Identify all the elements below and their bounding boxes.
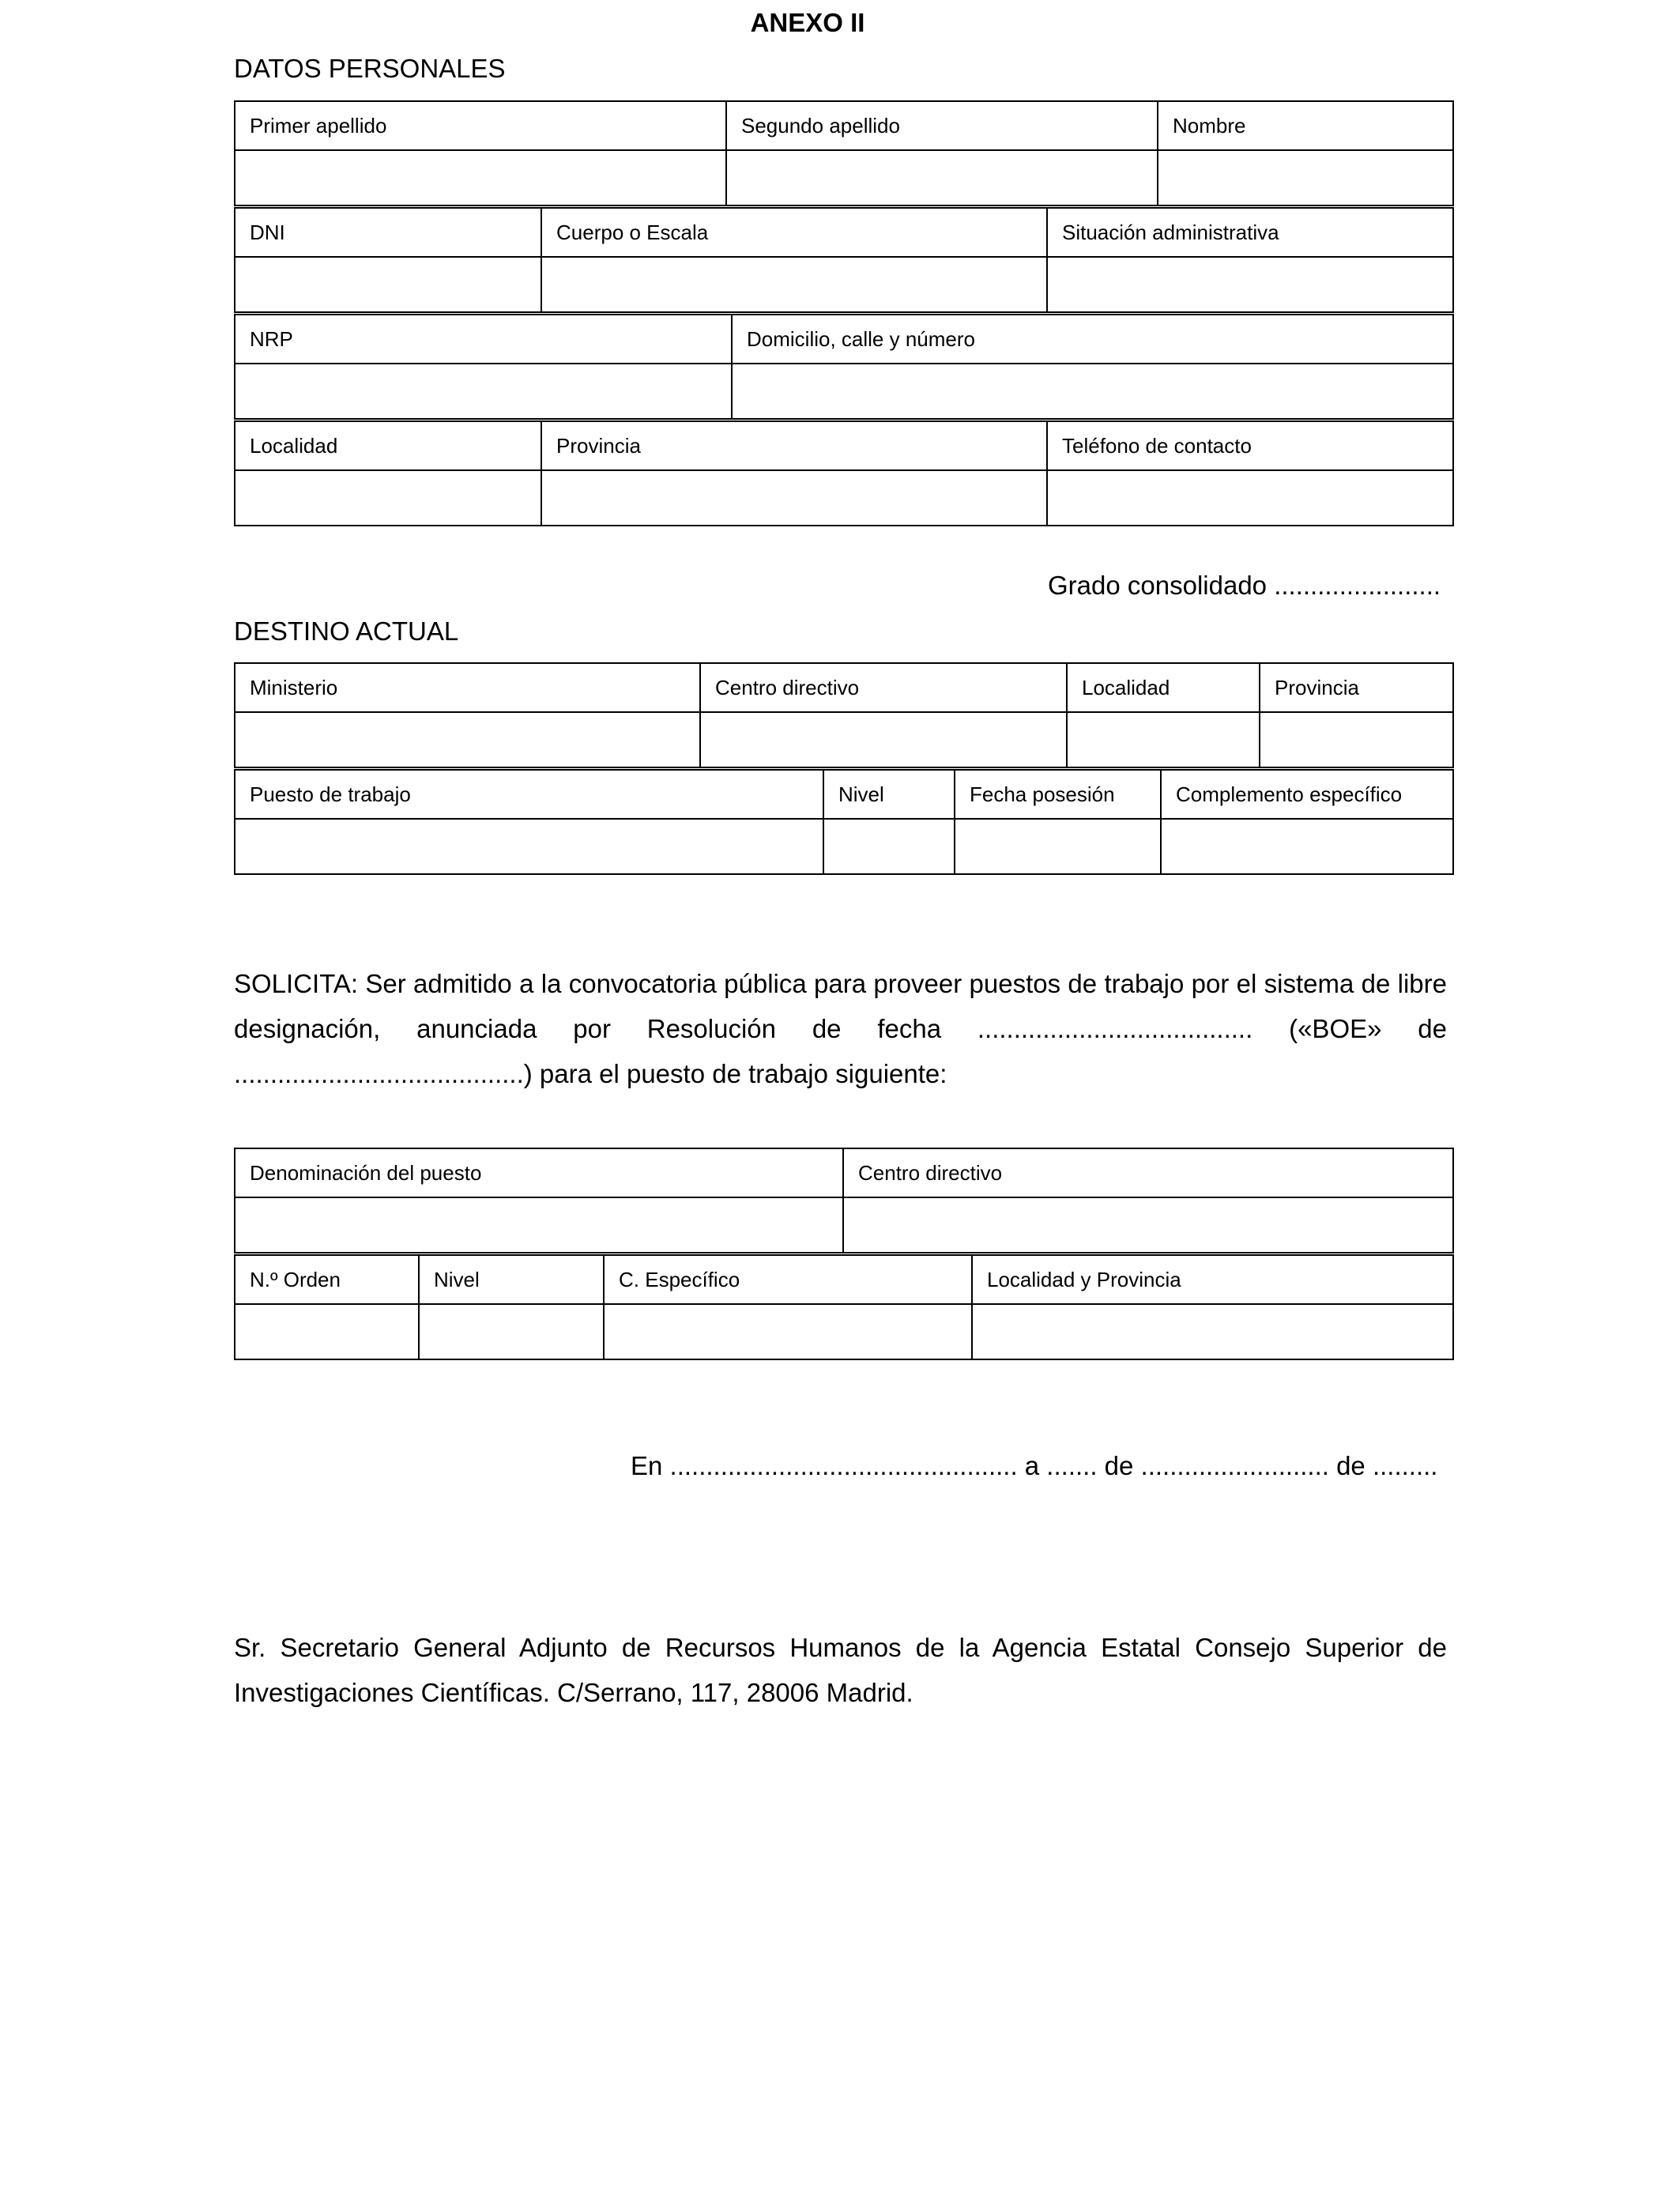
label-localidad-provincia: Localidad y Provincia xyxy=(972,1255,1453,1304)
field-localidad-destino[interactable] xyxy=(1067,712,1260,767)
grado-consolidado: Grado consolidado ....................... xyxy=(1048,571,1441,600)
datos-personales-table-4 xyxy=(234,420,1454,526)
label-nivel-puesto: Nivel xyxy=(419,1255,604,1304)
section-datos-personales-heading: DATOS PERSONALES xyxy=(234,54,506,83)
label-nombre: Nombre xyxy=(1158,101,1453,150)
label-domicilio: Domicilio, calle y número xyxy=(732,315,1453,364)
puesto-table-2 xyxy=(234,1254,1454,1360)
field-telefono-contacto[interactable] xyxy=(1047,470,1453,526)
label-ministerio: Ministerio xyxy=(235,663,700,712)
label-segundo-apellido: Segundo apellido xyxy=(726,101,1158,150)
field-nivel-puesto[interactable] xyxy=(419,1304,604,1359)
label-denominacion-puesto: Denominación del puesto xyxy=(235,1148,843,1197)
field-provincia[interactable] xyxy=(541,470,1047,526)
destino-actual-table-1 xyxy=(234,662,1454,768)
field-domicilio[interactable] xyxy=(732,364,1453,419)
solicita-paragraph: SOLICITA: Ser admitido a la convocatoria pública para proveer puestos de trabajo por el sistema de libre designación, anunciada por Resolución de fecha ...................................... («BOE» de ........................................) para el puesto de trabajo siguiente: xyxy=(234,969,1447,1088)
label-localidad: Localidad xyxy=(235,421,541,470)
field-cuerpo-escala[interactable] xyxy=(541,257,1047,312)
label-situacion-administrativa: Situación administrativa xyxy=(1047,208,1453,257)
label-centro-directivo: Centro directivo xyxy=(700,663,1067,712)
label-numero-orden: N.º Orden xyxy=(235,1255,419,1304)
label-c-especifico: C. Específico xyxy=(604,1255,972,1304)
label-cuerpo-escala: Cuerpo o Escala xyxy=(541,208,1047,257)
label-localidad-destino: Localidad xyxy=(1067,663,1260,712)
field-c-especifico[interactable] xyxy=(604,1304,972,1359)
destinatario-paragraph: Sr. Secretario General Adjunto de Recursos Humanos de la Agencia Estatal Consejo Superior de Investigaciones Científicas. C/Serrano, 117, 28006 Madrid. xyxy=(234,1633,1447,1707)
field-ministerio[interactable] xyxy=(235,712,700,767)
field-segundo-apellido[interactable] xyxy=(726,150,1158,205)
field-nombre[interactable] xyxy=(1158,150,1453,205)
label-nrp: NRP xyxy=(235,315,732,364)
datos-personales-table-1 xyxy=(234,100,1454,206)
datos-personales-table-3 xyxy=(234,314,1454,420)
field-centro-directivo-puesto[interactable] xyxy=(843,1197,1453,1253)
field-nrp[interactable] xyxy=(235,364,732,419)
label-primer-apellido: Primer apellido xyxy=(235,101,726,150)
label-provincia: Provincia xyxy=(541,421,1047,470)
label-fecha-posesion: Fecha posesión xyxy=(955,770,1161,819)
field-numero-orden[interactable] xyxy=(235,1304,419,1359)
field-dni[interactable] xyxy=(235,257,541,312)
field-primer-apellido[interactable] xyxy=(235,150,726,205)
label-dni: DNI xyxy=(235,208,541,257)
label-provincia-destino: Provincia xyxy=(1260,663,1453,712)
datos-personales-table-2 xyxy=(234,207,1454,313)
label-complemento-especifico: Complemento específico xyxy=(1161,770,1453,819)
label-puesto-trabajo: Puesto de trabajo xyxy=(235,770,823,819)
lugar-fecha-line: En ................................................ a ....... de .......................... de ......... xyxy=(631,1451,1438,1480)
field-denominacion-puesto[interactable] xyxy=(235,1197,843,1253)
label-centro-directivo-puesto: Centro directivo xyxy=(843,1148,1453,1197)
field-situacion-administrativa[interactable] xyxy=(1047,257,1453,312)
field-centro-directivo[interactable] xyxy=(700,712,1067,767)
destino-actual-table-2 xyxy=(234,769,1454,875)
field-fecha-posesion[interactable] xyxy=(955,819,1161,874)
field-complemento-especifico[interactable] xyxy=(1161,819,1453,874)
field-localidad-provincia[interactable] xyxy=(972,1304,1453,1359)
puesto-table-1 xyxy=(234,1148,1454,1253)
section-destino-actual-heading: DESTINO ACTUAL xyxy=(234,616,459,646)
document-title: ANEXO II xyxy=(750,8,865,37)
field-nivel[interactable] xyxy=(823,819,955,874)
field-provincia-destino[interactable] xyxy=(1260,712,1453,767)
label-telefono-contacto: Teléfono de contacto xyxy=(1047,421,1453,470)
label-nivel: Nivel xyxy=(823,770,955,819)
field-puesto-trabajo[interactable] xyxy=(235,819,823,874)
field-localidad[interactable] xyxy=(235,470,541,526)
